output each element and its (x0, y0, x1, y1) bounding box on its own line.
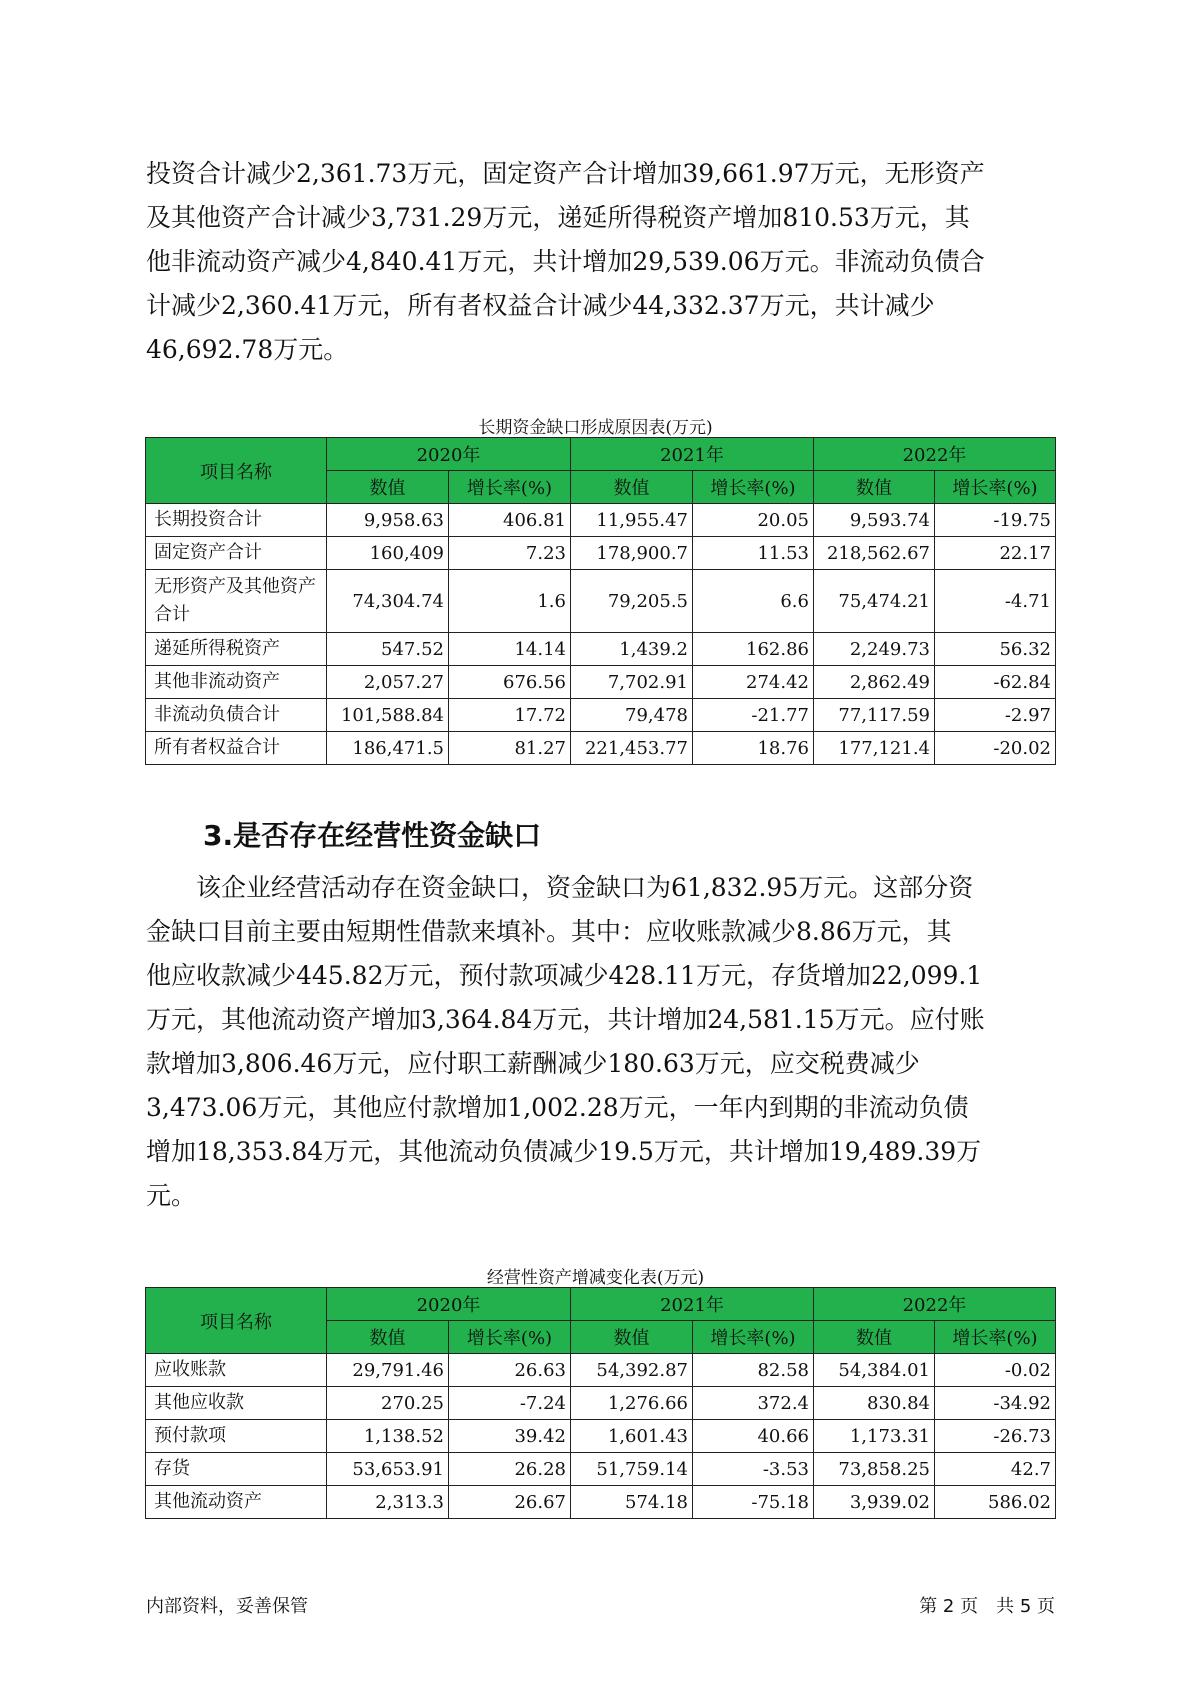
growth-rate-cell: 6.6 (693, 570, 814, 633)
growth-rate-cell: 26.28 (449, 1453, 571, 1486)
value-cell: 51,759.14 (571, 1453, 693, 1486)
value-cell: 1,138.52 (327, 1420, 449, 1453)
value-cell: 75,474.21 (814, 570, 935, 633)
growth-rate-cell: 11.53 (693, 537, 814, 570)
table-row (146, 1453, 1056, 1486)
value-cell: 218,562.67 (814, 537, 935, 570)
growth-rate-cell: -62.84 (935, 666, 1056, 699)
column-header-growth-rate: 增长率(%) (449, 1321, 571, 1354)
growth-rate-cell: 1.6 (449, 570, 571, 633)
value-cell: 547.52 (327, 633, 449, 666)
column-header-value: 数值 (814, 1321, 935, 1354)
value-cell: 186,471.5 (327, 732, 449, 765)
value-cell: 270.25 (327, 1387, 449, 1420)
row-label: 其他非流动资产 (146, 666, 327, 699)
column-header-year: 2020年 (327, 438, 571, 471)
column-header-year: 2021年 (571, 438, 814, 471)
value-cell: 9,958.63 (327, 504, 449, 537)
paragraph-1 (146, 152, 1056, 372)
value-cell: 1,276.66 (571, 1387, 693, 1420)
column-header-growth-rate: 增长率(%) (935, 471, 1056, 504)
growth-rate-cell: 372.4 (693, 1387, 814, 1420)
row-label: 所有者权益合计 (146, 732, 327, 765)
value-cell: 53,653.91 (327, 1453, 449, 1486)
column-header-year: 2022年 (814, 438, 1056, 471)
table-2-caption: 经营性资产增减变化表(万元) (486, 1268, 705, 1288)
paragraph-line: 元。 (146, 1181, 197, 1210)
paragraph-line: 增加18,353.84万元，其他流动负债减少19.5万元，共计增加19,489.39万 (146, 1137, 982, 1166)
growth-rate-cell: 81.27 (449, 732, 571, 765)
value-cell: 2,249.73 (814, 633, 935, 666)
value-cell: 77,117.59 (814, 699, 935, 732)
column-header-year: 2021年 (571, 1288, 814, 1321)
column-header-growth-rate: 增长率(%) (449, 471, 571, 504)
long-term-funding-gap-table (145, 437, 1056, 765)
growth-rate-cell: -4.71 (935, 570, 1056, 633)
column-header-value: 数值 (327, 1321, 449, 1354)
row-label: 递延所得税资产 (146, 633, 327, 666)
table-header-row (146, 438, 1056, 471)
paragraph-line: 他应收款减少445.82万元，预付款项减少428.11万元，存货增加22,099.1 (146, 961, 983, 990)
operating-assets-change-table (145, 1287, 1056, 1519)
growth-rate-cell: 274.42 (693, 666, 814, 699)
growth-rate-cell: 42.7 (935, 1453, 1056, 1486)
growth-rate-cell: 39.42 (449, 1420, 571, 1453)
table-row (146, 1387, 1056, 1420)
column-header-year: 2022年 (814, 1288, 1056, 1321)
value-cell: 830.84 (814, 1387, 935, 1420)
growth-rate-cell: -75.18 (693, 1486, 814, 1519)
value-cell: 160,409 (327, 537, 449, 570)
column-header-value: 数值 (814, 471, 935, 504)
paragraph-line: 及其他资产合计减少3,731.29万元，递延所得税资产增加810.53万元，其 (146, 203, 970, 232)
paragraph-line: 计减少2,360.41万元，所有者权益合计减少44,332.37万元，共计减少 (146, 291, 935, 320)
column-header-value: 数值 (571, 1321, 693, 1354)
value-cell: 221,453.77 (571, 732, 693, 765)
growth-rate-cell: -0.02 (935, 1354, 1056, 1387)
table-header-row (146, 1288, 1056, 1321)
growth-rate-cell: 56.32 (935, 633, 1056, 666)
value-cell: 574.18 (571, 1486, 693, 1519)
table-row (146, 666, 1056, 699)
paragraph-line: 46,692.78万元。 (146, 335, 349, 364)
section-heading: 3.是否存在经营性资金缺口 (203, 819, 542, 852)
table-row (146, 732, 1056, 765)
column-header-item-name: 项目名称 (146, 1288, 327, 1354)
row-label: 应收账款 (146, 1354, 327, 1387)
growth-rate-cell: 162.86 (693, 633, 814, 666)
row-label: 非流动负债合计 (146, 699, 327, 732)
growth-rate-cell: 20.05 (693, 504, 814, 537)
row-label: 长期投资合计 (146, 504, 327, 537)
value-cell: 29,791.46 (327, 1354, 449, 1387)
growth-rate-cell: -2.97 (935, 699, 1056, 732)
growth-rate-cell: 40.66 (693, 1420, 814, 1453)
growth-rate-cell: -21.77 (693, 699, 814, 732)
column-header-year: 2020年 (327, 1288, 571, 1321)
growth-rate-cell: 7.23 (449, 537, 571, 570)
growth-rate-cell: 26.67 (449, 1486, 571, 1519)
paragraph-line: 他非流动资产减少4,840.41万元，共计增加29,539.06万元。非流动负债合 (146, 247, 985, 276)
growth-rate-cell: -34.92 (935, 1387, 1056, 1420)
growth-rate-cell: 676.56 (449, 666, 571, 699)
table-1-caption: 长期资金缺口形成原因表(万元) (478, 418, 713, 438)
growth-rate-cell: 14.14 (449, 633, 571, 666)
growth-rate-cell: -19.75 (935, 504, 1056, 537)
column-header-value: 数值 (327, 471, 449, 504)
table-body (146, 1354, 1056, 1519)
value-cell: 178,900.7 (571, 537, 693, 570)
column-header-value: 数值 (571, 471, 693, 504)
value-cell: 3,939.02 (814, 1486, 935, 1519)
value-cell: 79,478 (571, 699, 693, 732)
value-cell: 54,392.87 (571, 1354, 693, 1387)
column-header-item-name: 项目名称 (146, 438, 327, 504)
paragraph-2 (146, 866, 1056, 1218)
growth-rate-cell: 18.76 (693, 732, 814, 765)
growth-rate-cell: -7.24 (449, 1387, 571, 1420)
value-cell: 79,205.5 (571, 570, 693, 633)
paragraph-line: 该企业经营活动存在资金缺口，资金缺口为61,832.95万元。这部分资 (146, 873, 974, 902)
column-header-growth-rate: 增长率(%) (935, 1321, 1056, 1354)
value-cell: 101,588.84 (327, 699, 449, 732)
table-row (146, 1354, 1056, 1387)
row-label: 其他应收款 (146, 1387, 327, 1420)
growth-rate-cell: 586.02 (935, 1486, 1056, 1519)
table-row (146, 504, 1056, 537)
growth-rate-cell: -20.02 (935, 732, 1056, 765)
paragraph-line: 投资合计减少2,361.73万元，固定资产合计增加39,661.97万元，无形资产 (146, 159, 985, 188)
growth-rate-cell: -26.73 (935, 1420, 1056, 1453)
column-header-growth-rate: 增长率(%) (693, 1321, 814, 1354)
value-cell: 7,702.91 (571, 666, 693, 699)
paragraph-line: 金缺口目前主要由短期性借款来填补。其中：应收账款减少8.86万元，其 (146, 917, 952, 946)
value-cell: 1,439.2 (571, 633, 693, 666)
growth-rate-cell: 406.81 (449, 504, 571, 537)
table-row (146, 570, 1056, 633)
value-cell: 11,955.47 (571, 504, 693, 537)
row-label: 预付款项 (146, 1420, 327, 1453)
table-body (146, 504, 1056, 765)
row-label: 固定资产合计 (146, 537, 327, 570)
growth-rate-cell: -3.53 (693, 1453, 814, 1486)
growth-rate-cell: 26.63 (449, 1354, 571, 1387)
growth-rate-cell: 22.17 (935, 537, 1056, 570)
row-label: 无形资产及其他资产合计 (146, 570, 327, 633)
growth-rate-cell: 82.58 (693, 1354, 814, 1387)
value-cell: 54,384.01 (814, 1354, 935, 1387)
value-cell: 1,173.31 (814, 1420, 935, 1453)
value-cell: 1,601.43 (571, 1420, 693, 1453)
paragraph-line: 万元，其他流动资产增加3,364.84万元，共计增加24,581.15万元。应付账 (146, 1005, 985, 1034)
footer-note: 内部资料，妥善保管 (146, 1596, 308, 1617)
value-cell: 9,593.74 (814, 504, 935, 537)
page-number: 第 2 页 共 5 页 (919, 1596, 1055, 1617)
table-row (146, 1420, 1056, 1453)
value-cell: 2,313.3 (327, 1486, 449, 1519)
table-row (146, 699, 1056, 732)
value-cell: 73,858.25 (814, 1453, 935, 1486)
table-row (146, 1486, 1056, 1519)
table-row (146, 633, 1056, 666)
row-label: 其他流动资产 (146, 1486, 327, 1519)
value-cell: 2,862.49 (814, 666, 935, 699)
value-cell: 74,304.74 (327, 570, 449, 633)
table-row (146, 537, 1056, 570)
row-label: 存货 (146, 1453, 327, 1486)
paragraph-line: 款增加3,806.46万元，应付职工薪酬减少180.63万元，应交税费减少 (146, 1049, 920, 1078)
column-header-growth-rate: 增长率(%) (693, 471, 814, 504)
paragraph-line: 3,473.06万元，其他应付款增加1,002.28万元，一年内到期的非流动负债 (146, 1093, 969, 1122)
value-cell: 177,121.4 (814, 732, 935, 765)
growth-rate-cell: 17.72 (449, 699, 571, 732)
value-cell: 2,057.27 (327, 666, 449, 699)
